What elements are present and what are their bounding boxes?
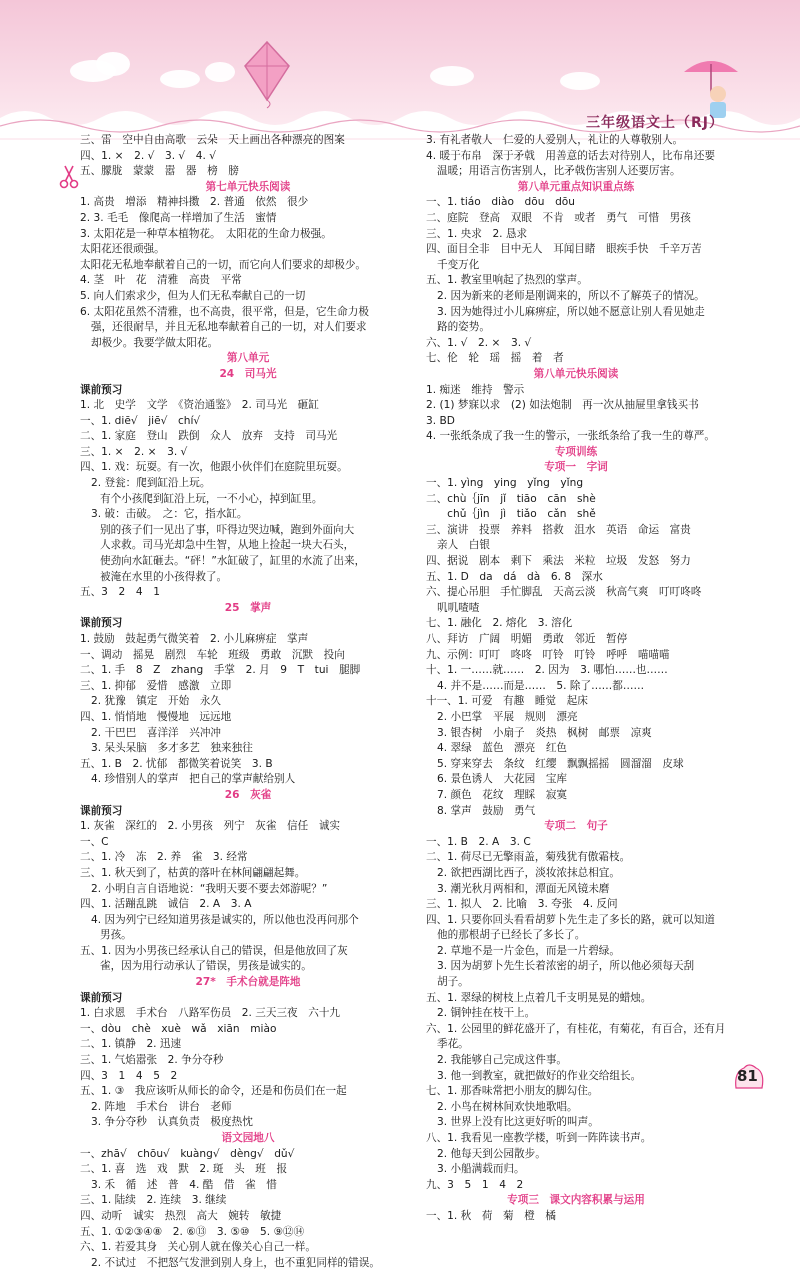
answer-line: 四、3 1 4 5 2: [80, 1069, 178, 1082]
answer-line: 九、3 5 1 4 2: [426, 1178, 524, 1191]
answer-line: 4. 茎 叶 花 清雅 高贵 平常: [80, 274, 242, 287]
section-heading: 第八单元重点知识重点练: [517, 180, 635, 193]
page-number: 81: [737, 1067, 758, 1085]
answer-line: 6. 景色诱人 大花园 宝库: [437, 773, 568, 786]
answer-line: 有个小孩爬到缸沿上玩，一不小心，掉到缸里。: [100, 492, 323, 505]
answer-line: 1. 痴迷 维持 警示: [426, 383, 525, 396]
answer-line: 别的孩子们一见出了事，吓得边哭边喊，跑到外面向大: [100, 523, 355, 536]
answer-line: 路的姿势。: [437, 321, 490, 334]
answer-line: 五、1. D da dá dà 6. 8 深水: [426, 570, 603, 583]
answer-line: 二、1. 家庭 登山 跌倒 众人 放弃 支持 司马光: [80, 430, 338, 443]
answer-line: 太阳花无私地奉献着自己的一切，而它向人们要求的却极少。: [80, 258, 367, 271]
cloud-decoration: [96, 52, 130, 76]
answer-line: 2. 我能够自己完成这件事。: [437, 1054, 568, 1067]
answer-line: 温暖；用语言伤害别人，比矛戟伤害别人还要厉害。: [437, 165, 681, 178]
subsection-heading: 课前预习: [80, 991, 123, 1004]
answer-line: 七、伦 轮 瑶 摇 着 者: [426, 352, 564, 365]
answer-line: 五、1. 因为小男孩已经承认自己的错误，但是他放回了灰: [80, 944, 348, 957]
answer-line: 却极少。我要学做太阳花。: [91, 336, 219, 349]
subsection-heading: 课前预习: [80, 383, 123, 396]
answer-line: 七、1. 那香味常把小朋友的脚勾住。: [426, 1085, 599, 1098]
answer-line: 二、1. 荷尽已无擎雨盖，菊残犹有傲霜枝。: [426, 851, 631, 864]
answer-line: 四、1. × 2. √ 3. √ 4. √: [80, 149, 216, 162]
answer-line: 三、演讲 投票 养料 搭救 沮水 英语 命运 富贵: [426, 523, 691, 536]
answer-line: 六、1. 若爱其身 关心别人就在像关心自己一样。: [80, 1241, 316, 1254]
answer-line: 四、据说 剧本 剩下 乘法 米粒 垃圾 发怒 努力: [426, 555, 691, 568]
answer-line: 八、1. 我看见一座教学楼，听到一阵阵读书声。: [426, 1132, 652, 1144]
answer-line: 五、1. ①②③④⑧ 2. ⑥⑬ 3. ⑤⑩ 5. ⑨⑫⑭: [80, 1225, 305, 1238]
answer-line: 七、1. 融化 2. 熔化 3. 溶化: [426, 617, 573, 630]
answer-line: 被淹在水里的小孩得救了。: [100, 570, 228, 583]
answer-line: 1. 灰雀 深红的 2. 小男孩 列宁 灰雀 信任 诚实: [80, 820, 341, 833]
answer-line: 五、1. B 2. 忧郁 都微笑着说笑 3. B: [80, 757, 273, 770]
subsection-heading: 课前预习: [80, 804, 123, 817]
answer-line: 一、调动 摇晃 剧烈 车轮 班级 勇敢 沉默 投向: [80, 648, 345, 661]
answer-line: 三、1. 拟人 2. 比喻 3. 夸张 4. 反问: [426, 898, 618, 911]
kite-icon: [237, 40, 297, 110]
answer-line: 五、朦胧 蒙蒙 嚣 器 榜 膀: [80, 165, 239, 178]
page-badge-icon: [732, 1062, 766, 1092]
section-heading: 专项一 字词: [544, 461, 608, 474]
answer-line: 一、1. diē√ jiē√ chí√: [80, 414, 201, 427]
cloud-decoration: [160, 70, 200, 88]
answer-line: 2. 小明自言自语地说：“我明天要不要去郊游呢？”: [91, 882, 328, 895]
section-heading: 25 掌声: [224, 601, 272, 614]
answer-line: 3. 因为胡萝卜先生长着浓密的胡子，所以他必须每天刮: [437, 960, 695, 973]
answer-line: 2. 犹豫 镇定 开始 永久: [91, 695, 222, 708]
answer-line: 五、1. 翠绿的树枝上点着几千支明晃晃的蜡烛。: [426, 991, 652, 1004]
answer-line: chǔ｛jìn jì tiǎo cǎn shě: [426, 508, 596, 521]
section-heading: 27* 手术台就是阵地: [195, 976, 301, 989]
cloud-decoration: [430, 66, 474, 86]
answer-line: 二、1. 冷 冻 2. 养 雀 3. 经常: [80, 851, 248, 864]
answer-line: 2. 草地不是一片金色，而是一片碧绿。: [437, 944, 620, 957]
answer-line: 2. 登瓮：爬到缸沿上玩。: [91, 477, 211, 490]
answer-line: 2. 干巴巴 喜洋洋 兴冲冲: [91, 726, 222, 739]
answer-line: 6. 太阳花虽然不清雅，也不高贵，很平常，但是，它生命力极: [80, 305, 369, 318]
answer-line: 7. 颜色 花纹 理睬 寂寞: [437, 788, 568, 801]
answer-line: 太阳花还很顽强。: [80, 243, 165, 256]
section-heading: 第七单元快乐阅读: [205, 180, 291, 193]
subsection-heading: 课前预习: [80, 617, 123, 630]
answer-line: 一、1. tiáo diào dōu dōu: [426, 196, 575, 209]
answer-line: 2. 阵地 手术台 讲台 老师: [91, 1100, 232, 1113]
answer-line: 三、1. 气焰嚣张 2. 争分夺秒: [80, 1054, 224, 1067]
answer-line: 2. 因为新来的老师是刚调来的，所以不了解英子的情况。: [437, 289, 705, 302]
answer-line: 叽叽喳喳: [437, 601, 480, 614]
answer-line: 亲人 白银: [437, 539, 490, 552]
answer-line: 3. 世界上没有比这更好听的叫声。: [437, 1116, 599, 1129]
answer-line: 8. 掌声 鼓励 勇气: [437, 804, 536, 817]
answer-line: 五、3 2 4 1: [80, 586, 160, 599]
answer-line: 3. 破：击破。 之：它，指水缸。: [91, 508, 248, 521]
answer-line: 六、提心吊胆 手忙脚乱 天高云淡 秋高气爽 叮叮咚咚: [426, 586, 702, 599]
section-heading: 专项二 句子: [544, 820, 608, 833]
answer-line: 4. 因为列宁已经知道男孩是诚实的，所以他也没再问那个: [91, 913, 359, 926]
answer-line: 一、dòu chè xuè wǎ xiān miào: [80, 1022, 277, 1035]
answer-line: 5. 穿来穿去 条纹 红缨 飘飘摇摇 圆溜溜 皮球: [437, 757, 684, 770]
grade-label: 三年级语文上（RJ）: [586, 115, 724, 131]
answer-line: 3. 有礼者敬人 仁爱的人爱别人，礼让的人尊敬别人。: [426, 134, 684, 146]
cloud-decoration: [560, 72, 600, 90]
answer-line: 2. 欲把西湖比西子，淡妆浓抹总相宜。: [437, 866, 620, 879]
answer-line: 五、1. 教室里响起了热烈的掌声。: [426, 274, 588, 287]
answer-line: 四、1. 戏：玩耍。有一次，他跟小伙伴们在庭院里玩耍。: [80, 461, 348, 474]
answer-line: 三、1. 陆续 2. 连续 3. 继续: [80, 1194, 227, 1207]
answer-line: 千变万化: [437, 258, 480, 271]
answer-column-left: [80, 133, 416, 1271]
answer-line: 四、面目全非 目中无人 耳闻目睹 眼疾手快 千辛万苦: [426, 243, 702, 256]
answer-line: 2. 不试过 不把怒气发泄到别人身上，也不重犯同样的错误。: [91, 1256, 380, 1269]
answer-line: 三、1. 央求 2. 恳求: [426, 227, 528, 240]
answer-line: 十一、1. 可爱 有趣 睡觉 起床: [426, 695, 588, 708]
section-heading: 24 司马光: [219, 367, 277, 380]
answer-line: 四、动听 诚实 热烈 高大 婉转 敏捷: [80, 1209, 282, 1222]
section-heading: 专项训练: [554, 445, 598, 458]
answer-line: 2. 铜钟挂在枝干上。: [437, 1007, 536, 1020]
answer-line: 二、chù｛jīn jǐ tiāo cān shè: [426, 492, 596, 505]
answer-line: 二、1. 镇静 2. 迅速: [80, 1038, 182, 1051]
answer-line: 2. 3. 毛毛 像爬高一样增加了生活 蜜情: [80, 211, 277, 224]
answer-line: 一、C: [80, 835, 109, 848]
answer-line: 2. 小巴掌 平展 规则 漂亮: [437, 710, 578, 723]
answer-line: 十、1. 一……就…… 2. 因为 3. 哪怕……也……: [426, 664, 668, 677]
answer-line: 雀，因为用行动承认了错误，男孩是诚实的。: [100, 960, 312, 973]
answer-line: 六、1. √ 2. × 3. √: [426, 336, 532, 349]
answer-line: 季花。: [437, 1038, 469, 1051]
answer-line: 六、1. 公园里的鲜花盛开了，有桂花，有菊花，有百合，还有月: [426, 1022, 726, 1035]
answer-line: 3. 禾 循 述 普 4. 酷 借 雀 惜: [91, 1178, 277, 1191]
answer-line: 1. 白求恩 手术台 八路军伤员 2. 三天三夜 六十九: [80, 1007, 341, 1020]
answer-line: 4. 翠绿 蓝色 漂亮 红色: [437, 742, 568, 755]
section-heading: 语文园地八: [221, 1132, 275, 1144]
answer-line: 四、1. 只要你回头看看胡萝卜先生走了多长的路，就可以知道: [426, 913, 715, 926]
answer-line: 男孩。: [100, 929, 132, 942]
answer-line: 一、1. 秋 荷 菊 橙 橘: [426, 1209, 557, 1222]
answer-line: 3. 潮光秋月两相和，潭面无风镜未磨: [437, 882, 610, 895]
answer-column-right: [426, 133, 726, 1225]
answer-line: 四、1. 活蹦乱跳 诚信 2. A 3. A: [80, 898, 252, 911]
answer-line: 3. BD: [426, 414, 455, 427]
scissors-icon: [58, 164, 80, 190]
answer-line: 三、1. × 2. × 3. √: [80, 445, 188, 458]
answer-line: 三、1. 抑郁 爱惜 感激 立即: [80, 679, 232, 692]
answer-line: 五、1. ③ 我应该听从师长的命令，还是和伤员们在一起: [80, 1085, 347, 1098]
answer-line: 胡子。: [437, 976, 469, 989]
answer-line: 4. 暖于布帛 深于矛戟 用善意的话去对待别人，比布帛还要: [426, 149, 715, 162]
answer-line: 3. 呆头呆脑 多才多艺 独来独往: [91, 742, 253, 755]
answer-line: 3. 争分夺秒 认真负责 极度热忱: [91, 1116, 253, 1129]
answer-line: 二、1. 手 8 Z zhang 手掌 2. 月 9 T tui 腿脚: [80, 664, 361, 677]
section-heading: 第八单元快乐阅读: [533, 367, 619, 380]
answer-line: 一、zhā√ chōu√ kuàng√ dèng√ dǔ√: [80, 1147, 295, 1160]
answer-line: 1. 北 史学 文学 《资治通鉴》 2. 司马光 砸缸: [80, 399, 319, 412]
answer-line: 二、1. 喜 选 戏 默 2. 斑 头 班 报: [80, 1163, 288, 1176]
answer-line: 3. 因为她得过小儿麻痹症，所以她不愿意让别人看见她走: [437, 305, 705, 318]
answer-line: 八、拜访 广阔 明媚 勇敢 邻近 暂停: [426, 633, 628, 645]
answer-line: 3. 他一到教室，就把做好的作业交给组长。: [437, 1069, 642, 1082]
answer-line: 3. 银杏树 小扇子 炎热 枫树 邮票 凉爽: [437, 726, 652, 739]
section-heading: 第八单元: [226, 352, 270, 365]
answer-line: 3. 太阳花是一种草本植物花。 太阳花的生命力极强。: [80, 227, 332, 240]
cloud-decoration: [205, 62, 235, 82]
section-heading: 26 灰雀: [224, 788, 272, 801]
answer-line: 一、1. yìng ying yǐng yǐng: [426, 477, 584, 490]
section-heading: 专项三 课文内容积累与运用: [507, 1194, 645, 1207]
answer-line: 1. 鼓励 鼓起勇气微笑着 2. 小儿麻痹症 掌声: [80, 633, 309, 645]
answer-line: 2. (1) 梦寐以求 (2) 如法炮制 再一次从抽屉里拿钱买书: [426, 399, 699, 412]
answer-line: 二、庭院 登高 双眼 不肯 或者 勇气 可惜 男孩: [426, 211, 691, 224]
answer-line: 3. 小船满载而归。: [437, 1163, 525, 1176]
answer-line: 他的那根胡子已经长了多长了。: [437, 929, 586, 942]
answer-line: 2. 小鸟在树林间欢快地歌唱。: [437, 1100, 578, 1113]
answer-line: 强，还很耐旱，并且无私地奉献着自己的一切，对人们要求: [91, 321, 367, 334]
answer-line: 四、1. 悄悄地 慢慢地 远远地: [80, 710, 232, 723]
answer-line: 人求救。司马光却急中生智，从地上捡起一块大石头，: [100, 539, 355, 552]
answer-line: 三、1. 秋天到了，枯黄的落叶在林间翩翩起舞。: [80, 866, 306, 879]
answer-line: 5. 向人们索求少，但为人们无私奉献自己的一切: [80, 289, 306, 302]
answer-line: 4. 并不是……而是…… 5. 除了……都……: [437, 679, 645, 692]
answer-line: 1. 高贵 增添 精神抖擞 2. 普通 依然 很少: [80, 196, 309, 209]
header-banner: [0, 0, 800, 140]
answer-line: 使劲向水缸砸去。“砰！”水缸破了，缸里的水流了出来，: [100, 555, 366, 568]
answer-line: 2. 他每天到公园散步。: [437, 1147, 546, 1160]
answer-line: 4. 一张纸条成了我一生的警示，一张纸条给了我一生的尊严。: [426, 430, 715, 443]
answer-line: 一、1. B 2. A 3. C: [426, 835, 531, 848]
answer-line: 九、示例：叮叮 咚咚 叮铃 叮铃 呼呼 喵喵喵: [426, 648, 670, 661]
answer-line: 4. 珍惜别人的掌声 把自己的掌声献给别人: [91, 773, 296, 786]
answer-line: 三、雷 空中自由高歌 云朵 天上画出各种漂亮的图案: [80, 134, 345, 146]
